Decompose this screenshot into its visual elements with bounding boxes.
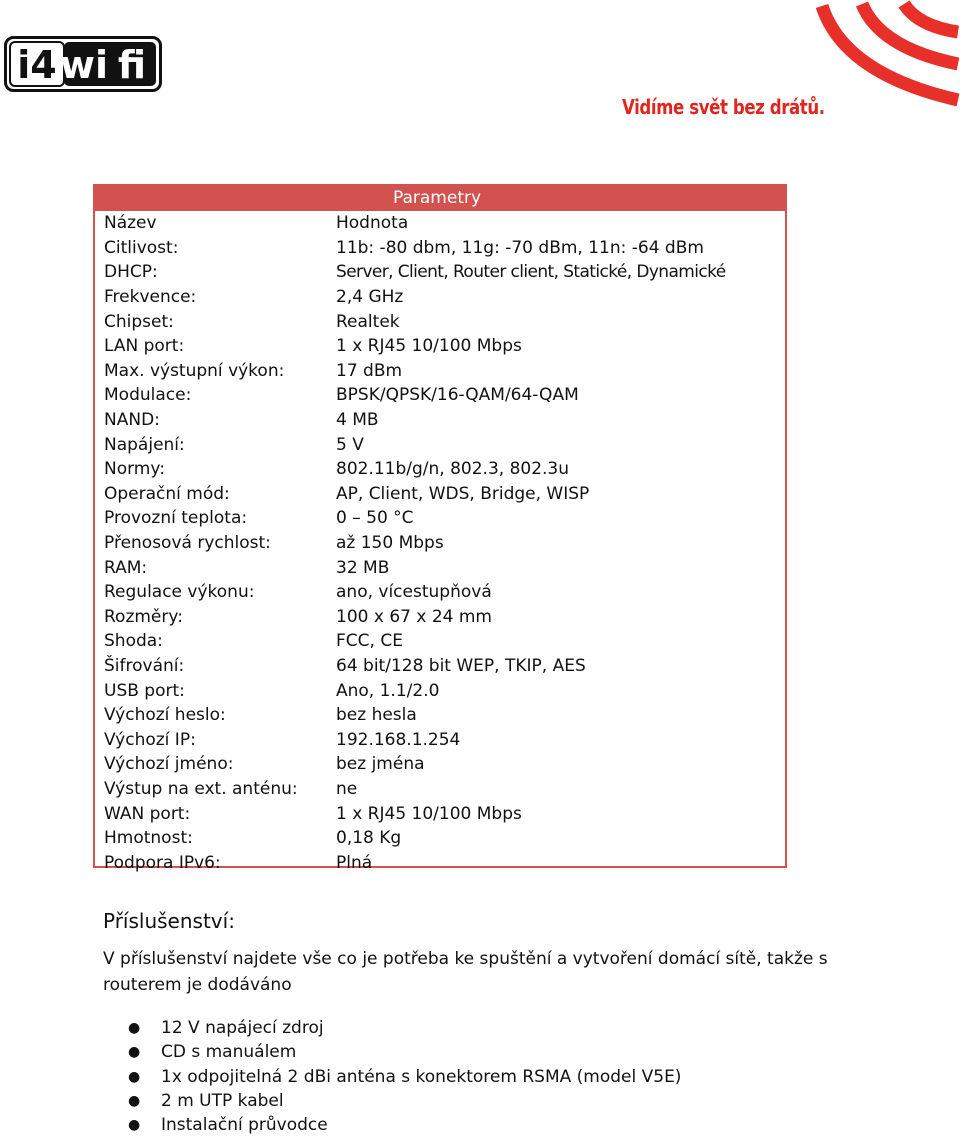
accessory-label: 1x odpojitelná 2 dBi anténa s konektorem RSMA (model V5E) xyxy=(161,1066,682,1087)
accessory-item xyxy=(128,1040,681,1064)
spec-row xyxy=(95,334,785,359)
spec-row xyxy=(95,236,785,261)
spec-value: 4 MB xyxy=(336,410,379,431)
spec-key: USB port: xyxy=(104,680,185,701)
accessories-title: Příslušenství: xyxy=(103,909,235,933)
spec-row xyxy=(95,629,785,654)
spec-value: BPSK/QPSK/16-QAM/64-QAM xyxy=(336,385,579,406)
spec-key: Shoda: xyxy=(104,631,163,652)
spec-row xyxy=(95,605,785,630)
spec-key: Přenosová rychlost: xyxy=(104,533,271,554)
spec-value: 1 x RJ45 10/100 Mbps xyxy=(336,803,522,824)
spec-key: Normy: xyxy=(104,459,165,480)
spec-key: Rozměry: xyxy=(104,606,183,627)
spec-value: FCC, CE xyxy=(336,631,403,652)
spec-key: LAN port: xyxy=(104,336,185,357)
spec-value: 802.11b/g/n, 802.3, 802.3u xyxy=(336,459,570,480)
spec-row xyxy=(95,359,785,384)
spec-key: WAN port: xyxy=(104,803,191,824)
spec-row xyxy=(95,801,785,826)
spec-key: Výchozí jméno: xyxy=(104,754,234,775)
spec-value: ano, vícestupňová xyxy=(336,582,492,603)
accessory-item xyxy=(128,1016,681,1040)
spec-key: Provozní teplota: xyxy=(104,508,248,529)
spec-value: 1 x RJ45 10/100 Mbps xyxy=(336,336,522,357)
spec-value: 17 dBm xyxy=(336,360,403,381)
accessory-item xyxy=(128,1065,681,1089)
spec-row xyxy=(95,752,785,777)
slogan: Vidíme svět bez drátů. xyxy=(622,95,825,119)
spec-row xyxy=(95,678,785,703)
accessory-item xyxy=(128,1113,681,1137)
accessory-label: 12 V napájecí zdroj xyxy=(161,1018,324,1038)
spec-row xyxy=(95,555,785,580)
spec-value: 5 V xyxy=(336,434,364,455)
spec-key: DHCP: xyxy=(104,262,158,283)
accessory-label: Instalační průvodce xyxy=(161,1115,328,1136)
spec-value: Ano, 1.1/2.0 xyxy=(336,680,440,701)
spec-row xyxy=(95,309,785,334)
spec-value: Realtek xyxy=(336,311,400,332)
spec-row xyxy=(95,727,785,752)
spec-key: Název xyxy=(104,213,157,234)
spec-value: Server, Client, Router client, Statické, Dynamické xyxy=(336,262,726,283)
spec-row xyxy=(95,457,785,482)
i4wifi-logo xyxy=(4,36,162,92)
spec-value: 100 x 67 x 24 mm xyxy=(336,606,492,627)
spec-row xyxy=(95,383,785,408)
spec-value: Plná xyxy=(336,852,373,873)
spec-value: 11b: -80 dbm, 11g: -70 dBm, 11n: -64 dBm xyxy=(336,237,704,258)
spec-value: ne xyxy=(336,778,358,799)
bullet-icon: ● xyxy=(128,1117,141,1134)
spec-value: 0 – 50 °C xyxy=(336,508,414,529)
spec-value: 32 MB xyxy=(336,557,390,578)
spec-key: Napájení: xyxy=(104,434,185,455)
spec-row xyxy=(95,285,785,310)
spec-row xyxy=(95,777,785,802)
spec-key: Výchozí heslo: xyxy=(104,705,226,726)
spec-key: Podpora IPv6: xyxy=(104,852,221,873)
spec-key: RAM: xyxy=(104,557,148,578)
spec-row xyxy=(95,432,785,457)
spec-row xyxy=(95,703,785,728)
bullet-icon: ● xyxy=(128,1044,141,1061)
spec-key: Chipset: xyxy=(104,311,174,332)
spec-row xyxy=(95,482,785,507)
spec-row xyxy=(95,260,785,285)
spec-key: Operační mód: xyxy=(104,483,230,504)
spec-key: Regulace výkonu: xyxy=(104,582,255,603)
spec-value: 2,4 GHz xyxy=(336,287,404,308)
spec-row xyxy=(95,654,785,679)
bullet-icon: ● xyxy=(128,1068,141,1085)
spec-key: Výchozí IP: xyxy=(104,729,196,750)
spec-row xyxy=(95,506,785,531)
accessory-item xyxy=(128,1089,681,1113)
spec-value: AP, Client, WDS, Bridge, WISP xyxy=(336,483,590,504)
spec-row xyxy=(95,850,785,875)
spec-value: Hodnota xyxy=(336,213,409,234)
spec-row xyxy=(95,531,785,556)
bullet-icon: ● xyxy=(128,1020,141,1036)
accessories-list xyxy=(128,1016,681,1137)
spec-key: Výstup na ext. anténu: xyxy=(104,778,298,799)
svg-text:fi: fi xyxy=(117,43,147,87)
spec-table-header: Parametry xyxy=(95,186,785,211)
spec-key: Citlivost: xyxy=(104,237,179,258)
accessories-intro: V příslušenství najdete vše co je potřeba ke spuštění a vytvoření domácí sítě, takže s routerem je dodáváno xyxy=(103,949,828,995)
spec-value: bez hesla xyxy=(336,705,417,726)
spec-row xyxy=(95,580,785,605)
spec-rows xyxy=(95,211,785,875)
spec-row xyxy=(95,826,785,851)
spec-key: Frekvence: xyxy=(104,287,197,308)
svg-text:wi: wi xyxy=(59,43,109,87)
spec-value: 64 bit/128 bit WEP, TKIP, AES xyxy=(336,655,586,676)
spec-value: až 150 Mbps xyxy=(336,533,444,554)
spec-table xyxy=(93,184,787,873)
spec-key: Hmotnost: xyxy=(104,828,193,849)
spec-value: 192.168.1.254 xyxy=(336,729,461,750)
accessory-label: 2 m UTP kabel xyxy=(161,1090,284,1111)
spec-key: Modulace: xyxy=(104,385,192,406)
svg-text:i4: i4 xyxy=(17,43,57,87)
spec-row xyxy=(95,211,785,236)
spec-key: NAND: xyxy=(104,410,160,431)
accessory-label: CD s manuálem xyxy=(161,1042,297,1063)
spec-value: bez jména xyxy=(336,754,425,775)
spec-value: 0,18 Kg xyxy=(336,828,402,849)
bullet-icon: ● xyxy=(128,1092,141,1109)
spec-row xyxy=(95,408,785,433)
spec-key: Max. výstupní výkon: xyxy=(104,360,285,381)
spec-key: Šifrování: xyxy=(104,655,185,676)
